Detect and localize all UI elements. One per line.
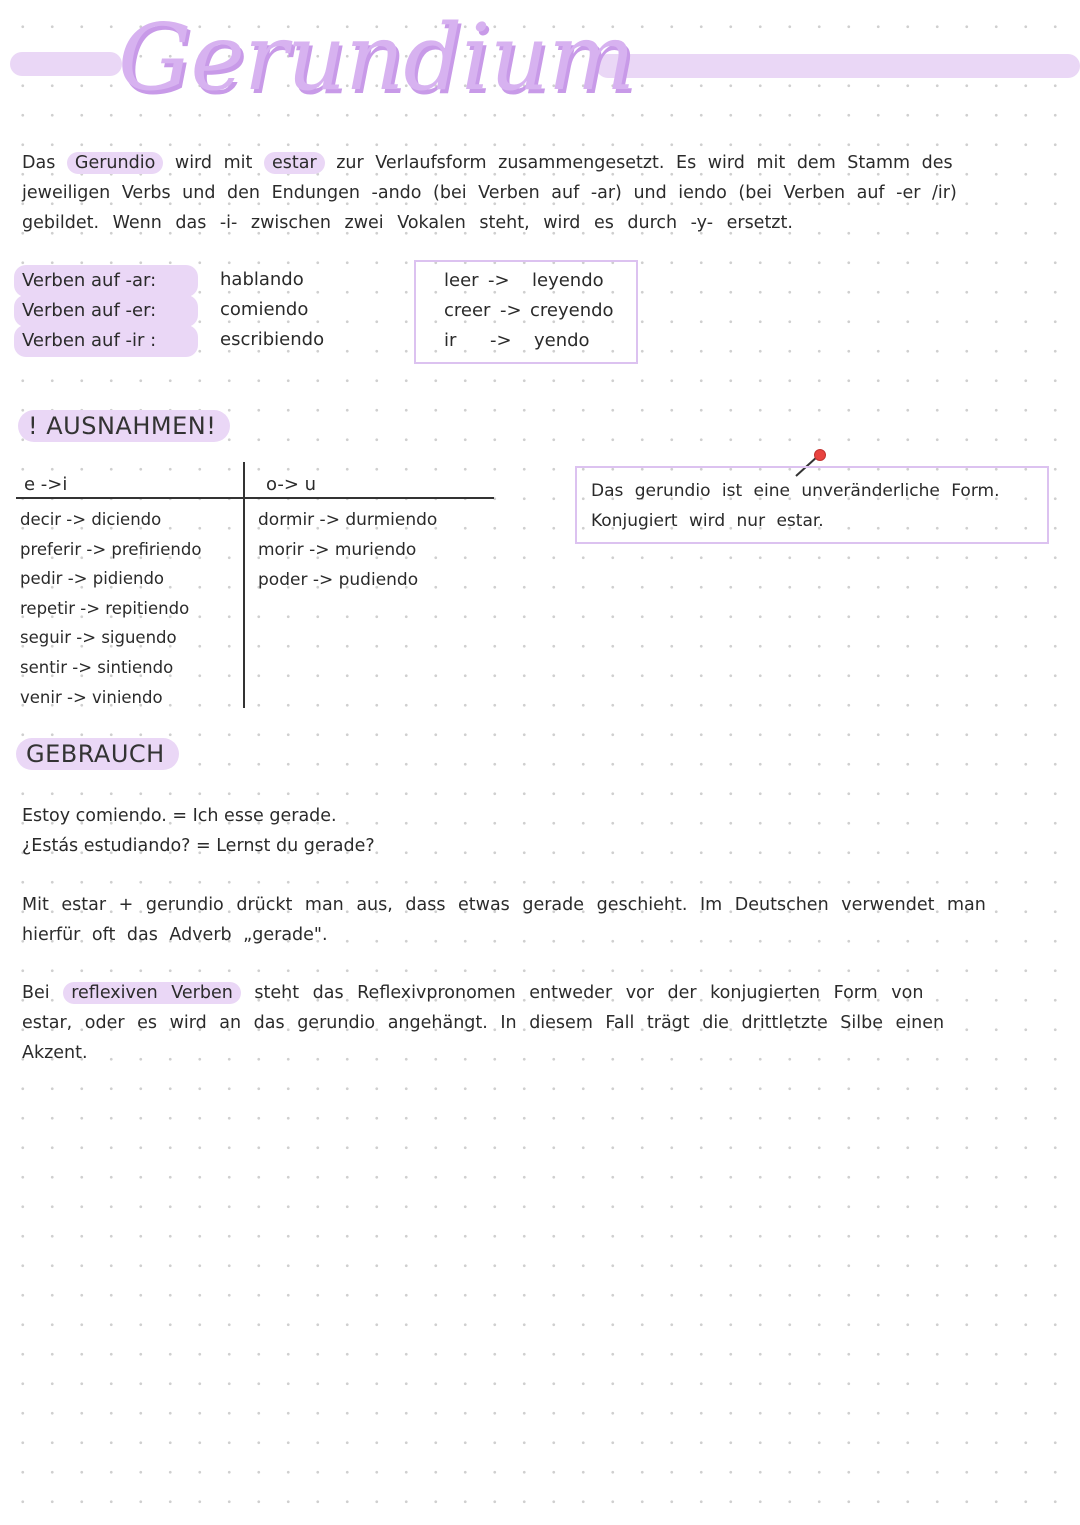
intro-text: zur Verlaufsform zusammengesetzt. Es wird mit dem Stamm des <box>336 153 953 173</box>
list-item: dormir -> durmiendo <box>258 510 438 530</box>
intro-line-3: gebildet. Wenn das -i- zwischen zwei Vokalen steht, wird es durch -y- ersetzt. <box>22 213 793 233</box>
arrow-icon: -> <box>490 330 512 351</box>
list-item <box>14 295 309 325</box>
list-item <box>444 266 604 296</box>
endings-list <box>14 265 325 355</box>
verb-infinitive: leer <box>444 270 479 291</box>
note-line-1: Das gerundio ist eine unveränderliche Form. <box>591 481 1000 501</box>
ending-example: comiendo <box>220 299 309 320</box>
usage-paragraph-2 <box>22 978 1072 1068</box>
column-header-o-u: o-> u <box>266 474 317 495</box>
ending-label: Verben auf -er: <box>14 295 198 327</box>
y-replacement-box <box>414 260 638 364</box>
list-item: decir -> diciendo <box>20 510 162 529</box>
list-item: venir -> viniendo <box>20 687 163 707</box>
list-item: seguir -> siguendo <box>20 628 177 648</box>
usage-text: Bei <box>22 983 50 1003</box>
exceptions-col-o-u <box>258 505 437 595</box>
arrow-icon: -> <box>488 270 510 291</box>
table-divider-horizontal <box>16 497 494 499</box>
ending-label: Verben auf -ir : <box>14 325 198 357</box>
highlight-reflexive-verbs: reflexiven Verben <box>63 982 241 1004</box>
intro-text: wird mit <box>174 153 253 173</box>
usage-text: steht das Reflexivpronomen entweder vor der konjugierten Form von <box>254 983 924 1003</box>
usage-examples <box>22 801 375 861</box>
list-item: repetir -> repitiendo <box>20 598 190 618</box>
verb-infinitive: ir <box>444 330 457 351</box>
example-line: ¿Estás estudiando? = Lernst du gerade? <box>22 836 375 856</box>
list-item <box>14 265 304 295</box>
usage-p2-line-3: Akzent. <box>22 1043 88 1063</box>
usage-paragraph-1 <box>22 890 1067 950</box>
usage-heading: GEBRAUCH <box>16 738 179 770</box>
highlight-gerundio: Gerundio <box>67 152 163 174</box>
verb-gerund: yendo <box>534 330 590 351</box>
usage-p2-line-2: estar, oder es wird an das gerundio angehängt. In diesem Fall trägt die drittletzte Silbe einen <box>22 1013 945 1033</box>
list-item: poder -> pudiendo <box>258 570 419 590</box>
page-title: Gerundium <box>118 4 635 111</box>
list-item: pedir -> pidiendo <box>20 569 165 589</box>
list-item <box>444 326 590 356</box>
list-item <box>444 296 614 326</box>
arrow-icon: -> <box>500 300 522 321</box>
intro-paragraph <box>22 148 1062 238</box>
highlight-estar: estar <box>264 152 325 174</box>
list-item: morir -> muriendo <box>258 540 417 560</box>
exceptions-heading: ! AUSNAHMEN! <box>18 410 230 442</box>
ending-label: Verben auf -ar: <box>14 265 198 297</box>
verb-infinitive: creer <box>444 300 491 321</box>
ending-example: escribiendo <box>220 329 325 350</box>
column-header-e-i: e ->i <box>24 474 68 495</box>
verb-gerund: creyendo <box>530 300 614 321</box>
usage-p1-line-2: hierfür oft das Adverb „gerade". <box>22 925 328 945</box>
list-item <box>14 325 325 355</box>
ending-example: hablando <box>220 269 304 290</box>
note-line-2: Konjugiert wird nur estar. <box>591 511 824 531</box>
note-box <box>575 466 1049 544</box>
intro-line-2: jeweiligen Verbs und den Endungen -ando (bei Verben auf -ar) und iendo (bei Verben auf -er /ir) <box>22 183 957 203</box>
verb-gerund: leyendo <box>532 270 604 291</box>
example-line: Estoy comiendo. = Ich esse gerade. <box>22 806 337 826</box>
exceptions-col-e-i <box>20 505 201 712</box>
intro-text: Das <box>22 153 56 173</box>
title-decoration-left <box>10 52 122 76</box>
usage-p1-line-1: Mit estar + gerundio drückt man aus, dass etwas gerade geschieht. Im Deutschen verwendet man <box>22 895 986 915</box>
list-item: preferir -> prefiriendo <box>20 539 202 559</box>
title-decoration-right <box>596 54 1080 78</box>
list-item: sentir -> sintiendo <box>20 657 174 677</box>
